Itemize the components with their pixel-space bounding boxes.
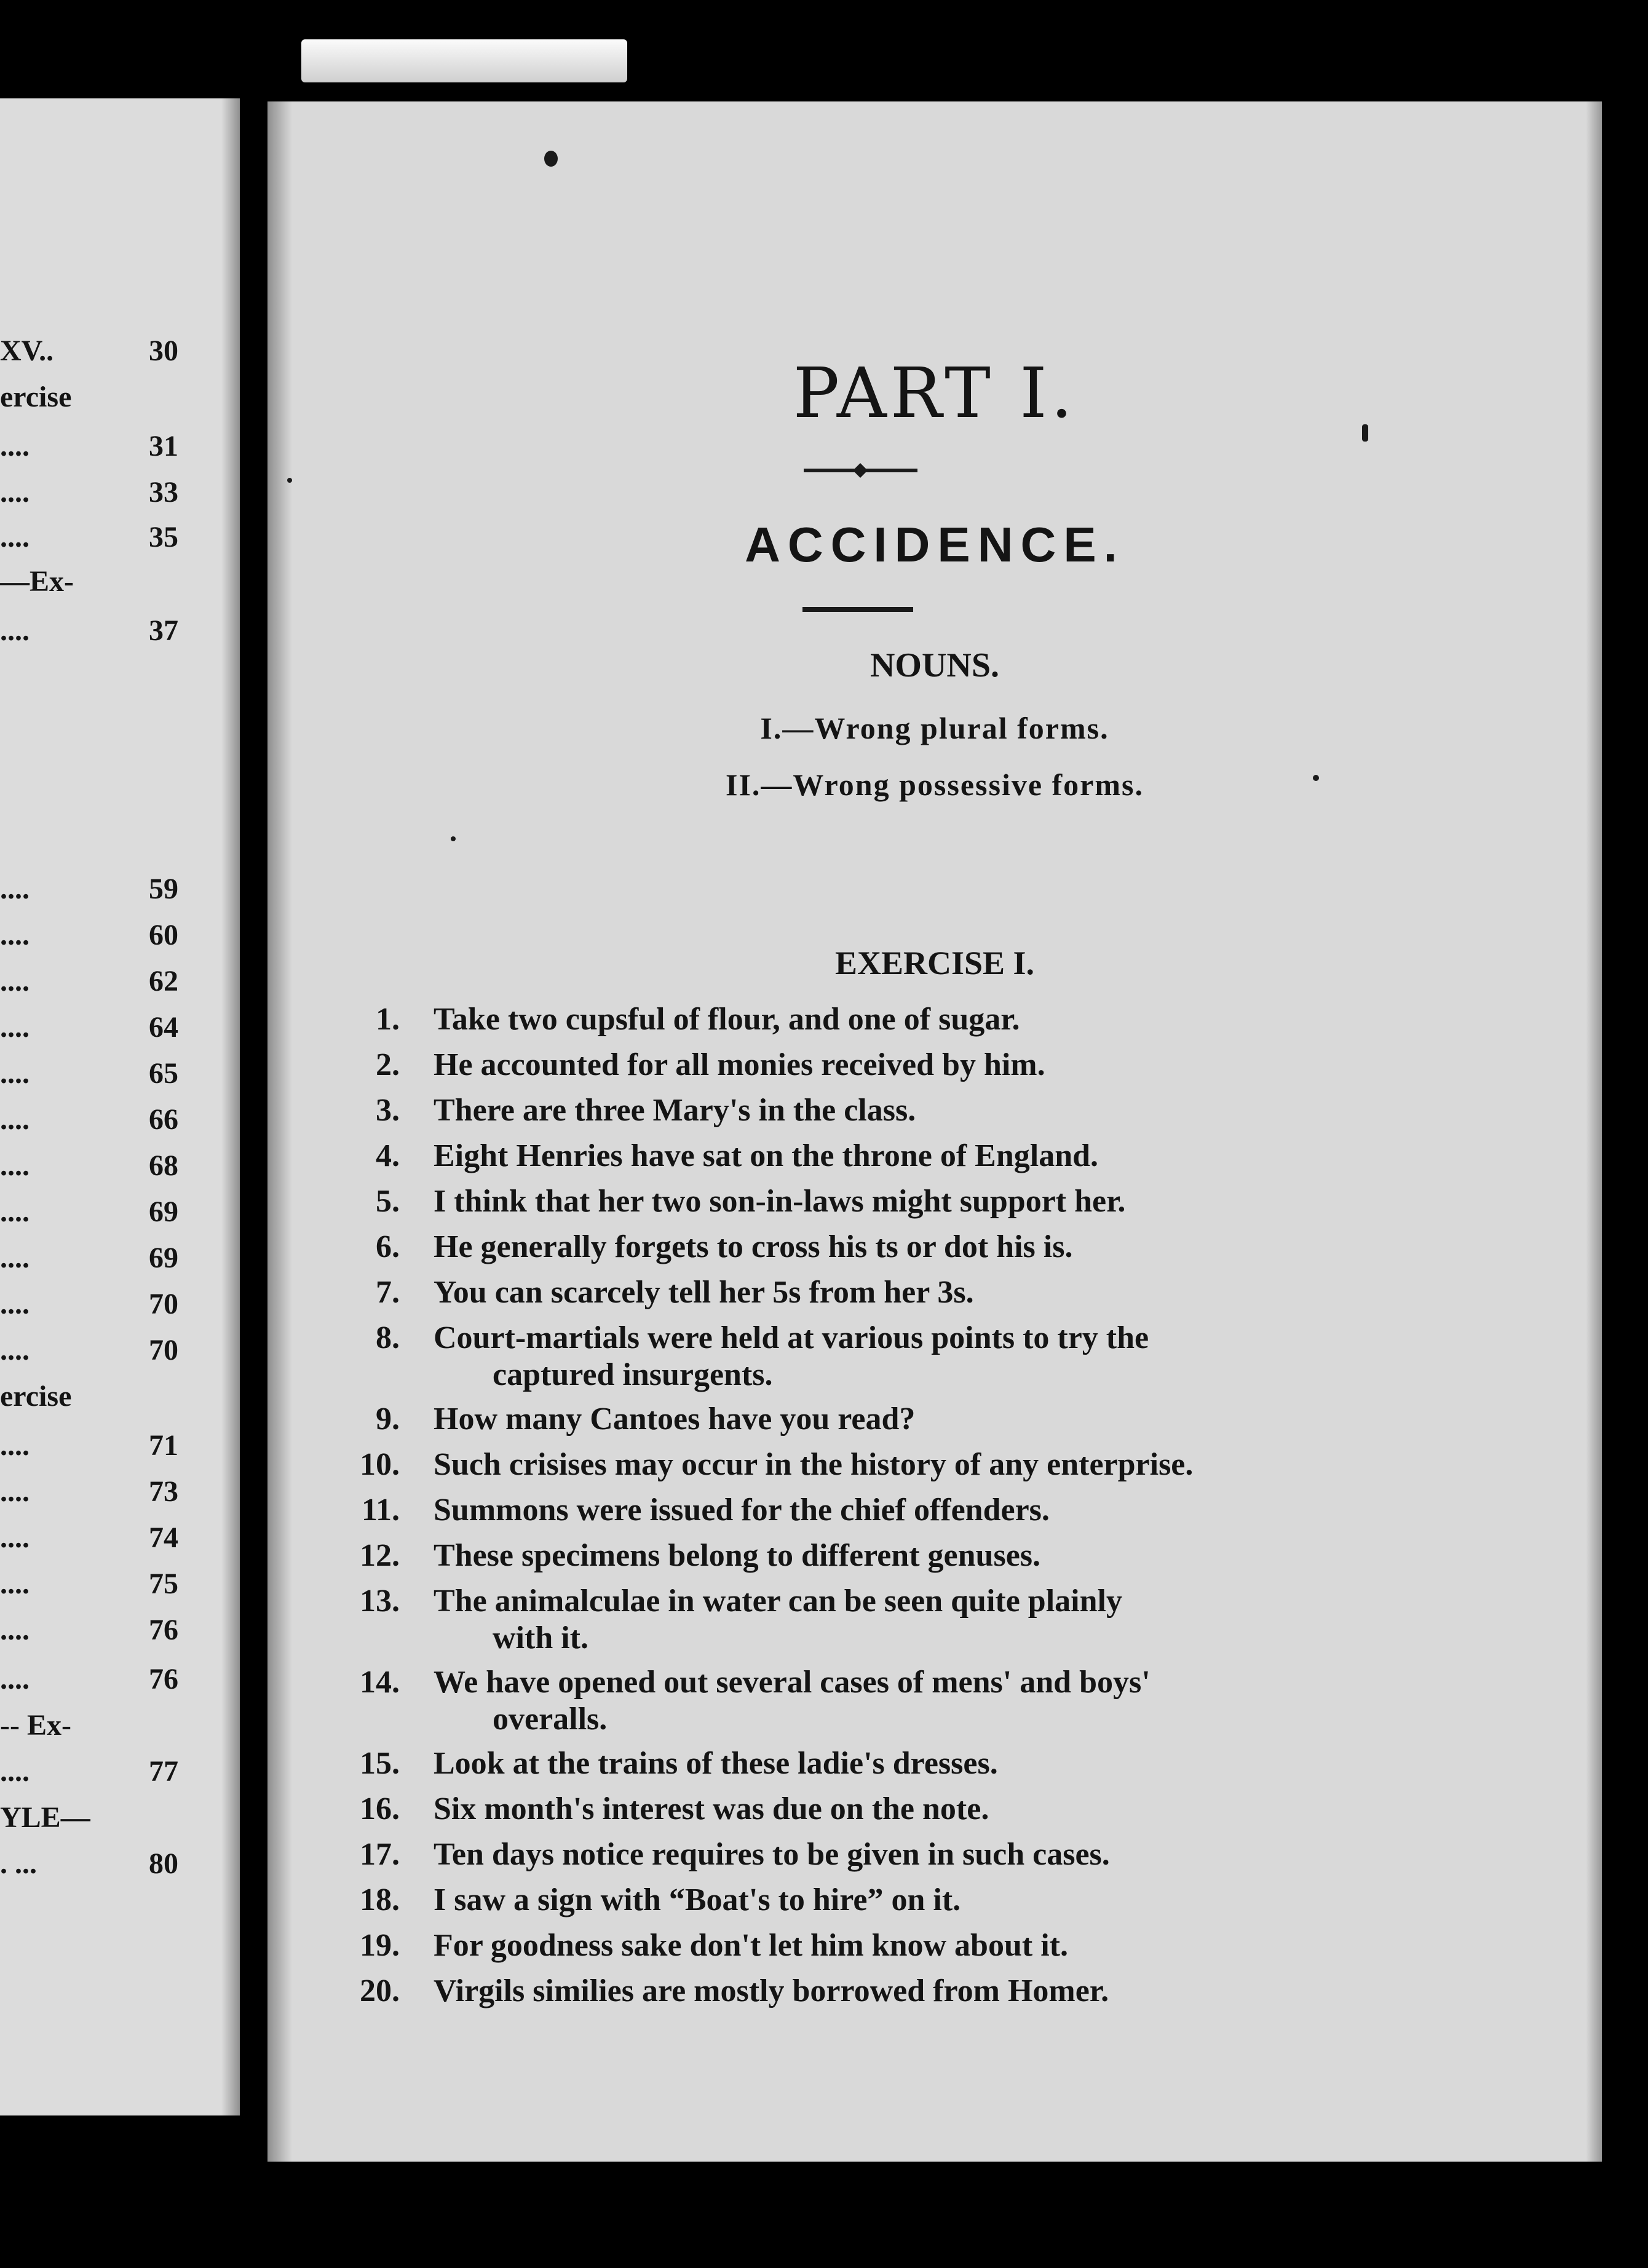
toc-entry xyxy=(0,1147,178,1185)
toc-entry-page: 76 xyxy=(149,1663,178,1695)
toc-entry xyxy=(0,1055,178,1093)
toc-entry xyxy=(0,1285,178,1323)
exercise-item-text: I saw a sign with “Boat's to hire” on it. xyxy=(434,1882,961,1917)
toc-entry-page: 70 xyxy=(149,1288,178,1320)
toc-entry xyxy=(0,1378,178,1416)
toc-entry-text: XV.. xyxy=(0,335,54,367)
toc-entry-text: .... xyxy=(0,1663,30,1695)
paper-tab xyxy=(301,39,627,82)
exercise-item-number: 19. xyxy=(360,1928,400,1963)
exercise-item-number: 6. xyxy=(376,1229,400,1264)
toc-entry xyxy=(0,1473,178,1511)
ornament-divider xyxy=(804,461,917,480)
exercise-item-text: Take two cupsful of flour, and one of sugar. xyxy=(434,1002,1020,1037)
toc-entry-text: .... xyxy=(0,1334,30,1366)
exercise-item-number: 8. xyxy=(376,1320,400,1355)
toc-entry-text: .... xyxy=(0,1755,30,1788)
exercise-item-number: 16. xyxy=(360,1791,400,1826)
left-page-fragment xyxy=(0,98,240,2115)
toc-entry-page: 31 xyxy=(149,430,178,462)
toc-entry-text: ercise xyxy=(0,1380,72,1413)
toc-entry xyxy=(0,1845,178,1883)
toc-entry xyxy=(0,332,178,370)
exercise-item-text: Summons were issued for the chief offenders. xyxy=(434,1493,1050,1528)
toc-entry-page: 35 xyxy=(149,521,178,553)
toc-entry xyxy=(0,1565,178,1603)
toc-entry xyxy=(0,1239,178,1277)
toc-entry-page: 64 xyxy=(149,1011,178,1044)
toc-entry-page: 71 xyxy=(149,1429,178,1462)
toc-entry xyxy=(0,1009,178,1047)
toc-entry-page: 69 xyxy=(149,1195,178,1228)
toc-entry xyxy=(0,1799,178,1837)
toc-entry-text: .... xyxy=(0,476,30,509)
toc-entry-page: 70 xyxy=(149,1334,178,1366)
toc-entry xyxy=(0,474,178,512)
toc-entry xyxy=(0,427,178,466)
toc-entry xyxy=(0,378,178,416)
exercise-item-number: 4. xyxy=(376,1138,400,1173)
gutter-shadow xyxy=(221,98,240,2115)
toc-entry-text: YLE— xyxy=(0,1801,90,1834)
toc-entry-text: .... xyxy=(0,1475,30,1508)
toc-entry xyxy=(0,962,178,1001)
toc-entry-page: 68 xyxy=(149,1149,178,1182)
toc-entry-page: 65 xyxy=(149,1057,178,1090)
exercise-item-number: 5. xyxy=(376,1184,400,1219)
toc-entry-page: 37 xyxy=(149,614,178,647)
toc-entry xyxy=(0,518,178,557)
section-rule xyxy=(802,607,913,612)
toc-entry-text: .... xyxy=(0,1521,30,1554)
exercise-item-number: 14. xyxy=(360,1665,400,1700)
exercise-item-continuation: overalls. xyxy=(493,1702,608,1737)
exercise-item-number: 10. xyxy=(360,1447,400,1482)
exercise-item-text: Look at the trains of these ladie's dresses. xyxy=(434,1746,998,1781)
toc-entry-page: 74 xyxy=(149,1521,178,1554)
toc-entry-page: 30 xyxy=(149,335,178,367)
exercise-item-text: Eight Henries have sat on the throne of England. xyxy=(434,1138,1099,1173)
toc-entry xyxy=(0,1193,178,1231)
toc-entry-page: 76 xyxy=(149,1614,178,1646)
exercise-item-text: How many Cantoes have you read? xyxy=(434,1402,916,1437)
exercise-item-number: 9. xyxy=(376,1402,400,1437)
section-title: ACCIDENCE. xyxy=(745,517,1125,572)
exercise-item-text: Such crisises may occur in the history of any enterprise. xyxy=(434,1447,1194,1482)
toc-entry-text: .... xyxy=(0,1011,30,1044)
toc-entry-page: 59 xyxy=(149,873,178,905)
exercise-item-text: Virgils similies are mostly borrowed from Homer. xyxy=(434,1973,1109,2008)
toc-entry-text: .... xyxy=(0,1614,30,1646)
exercise-item-number: 1. xyxy=(376,1002,400,1037)
exercise-item-number: 7. xyxy=(376,1275,400,1310)
exercise-item-text: He generally forgets to cross his ts or dot his is. xyxy=(434,1229,1073,1264)
toc-entry-text: .... xyxy=(0,521,30,553)
toc-entry-text: .... xyxy=(0,1568,30,1600)
exercise-item-text: The animalculae in water can be seen quite plainly xyxy=(434,1584,1122,1619)
toc-entry xyxy=(0,1519,178,1557)
toc-entry xyxy=(0,1707,178,1745)
toc-entry-page: 33 xyxy=(149,476,178,509)
toc-entry-text: .... xyxy=(0,873,30,905)
toc-entry-text: —Ex- xyxy=(0,565,74,598)
exercise-item-continuation: captured insurgents. xyxy=(493,1357,773,1392)
toc-entry-page: 62 xyxy=(149,965,178,997)
subheading-possessive: II.—Wrong possessive forms. xyxy=(726,767,1144,802)
exercise-item-number: 2. xyxy=(376,1047,400,1082)
toc-entry xyxy=(0,916,178,954)
toc-entry-text: .... xyxy=(0,1195,30,1228)
exercise-item-number: 15. xyxy=(360,1746,400,1781)
exercise-item-text: There are three Mary's in the class. xyxy=(434,1093,916,1128)
exercise-item-number: 20. xyxy=(360,1973,400,2008)
exercise-item-number: 17. xyxy=(360,1837,400,1872)
toc-entry-text: .... xyxy=(0,919,30,951)
exercise-item-number: 13. xyxy=(360,1584,400,1619)
subheading-plural: I.—Wrong plural forms. xyxy=(760,711,1109,745)
toc-entry-page: 80 xyxy=(149,1847,178,1880)
toc-entry-page: 66 xyxy=(149,1103,178,1136)
right-page xyxy=(267,101,1602,2162)
toc-entry-page: 77 xyxy=(149,1755,178,1788)
toc-entry-text: .... xyxy=(0,430,30,462)
toc-entry-text: ercise xyxy=(0,381,72,413)
toc-entry-text: .... xyxy=(0,1242,30,1274)
toc-entry-text: .... xyxy=(0,1429,30,1462)
toc-entry xyxy=(0,1753,178,1791)
toc-entry xyxy=(0,1660,178,1699)
toc-entry xyxy=(0,1427,178,1465)
toc-entry-text: .... xyxy=(0,965,30,997)
toc-entry xyxy=(0,1611,178,1649)
toc-entry-text: .... xyxy=(0,1103,30,1136)
toc-entry-page: 60 xyxy=(149,919,178,951)
toc-entry-text: .... xyxy=(0,1057,30,1090)
toc-entry-page: 75 xyxy=(149,1568,178,1600)
exercise-item-number: 18. xyxy=(360,1882,400,1917)
exercise-title: EXERCISE I. xyxy=(834,945,1035,981)
part-title: PART I. xyxy=(793,354,1077,434)
exercise-item-text: Six month's interest was due on the note. xyxy=(434,1791,989,1826)
toc-entry xyxy=(0,612,178,650)
toc-entry-page: 73 xyxy=(149,1475,178,1508)
toc-entry xyxy=(0,1331,178,1370)
exercise-item-continuation: with it. xyxy=(493,1620,588,1655)
exercise-item-text: You can scarcely tell her 5s from her 3s. xyxy=(434,1275,974,1310)
toc-entry-text: -- Ex- xyxy=(0,1709,71,1742)
toc-entry-text: .... xyxy=(0,1149,30,1182)
exercise-item-text: Court-martials were held at various points to try the xyxy=(434,1320,1149,1355)
exercise-item-number: 11. xyxy=(361,1493,400,1528)
toc-entry xyxy=(0,1101,178,1139)
toc-entry-text: .... xyxy=(0,1288,30,1320)
exercise-item-number: 12. xyxy=(360,1538,400,1573)
exercise-item-text: He accounted for all monies received by him. xyxy=(434,1047,1045,1082)
exercise-item-text: These specimens belong to different genuses. xyxy=(434,1538,1041,1573)
toc-entry xyxy=(0,563,178,601)
toc-entry-text: . ... xyxy=(0,1847,37,1880)
exercise-item-text: We have opened out several cases of mens' and boys' xyxy=(434,1665,1151,1700)
exercise-item-text: For goodness sake don't let him know about it. xyxy=(434,1928,1068,1963)
exercise-item-text: I think that her two son-in-laws might support her. xyxy=(434,1184,1126,1219)
toc-entry xyxy=(0,870,178,908)
exercise-item-text: Ten days notice requires to be given in such cases. xyxy=(434,1837,1110,1872)
chapter-heading: NOUNS. xyxy=(870,646,1000,684)
toc-entry-page: 69 xyxy=(149,1242,178,1274)
toc-entry-text: .... xyxy=(0,614,30,647)
exercise-item-number: 3. xyxy=(376,1093,400,1128)
